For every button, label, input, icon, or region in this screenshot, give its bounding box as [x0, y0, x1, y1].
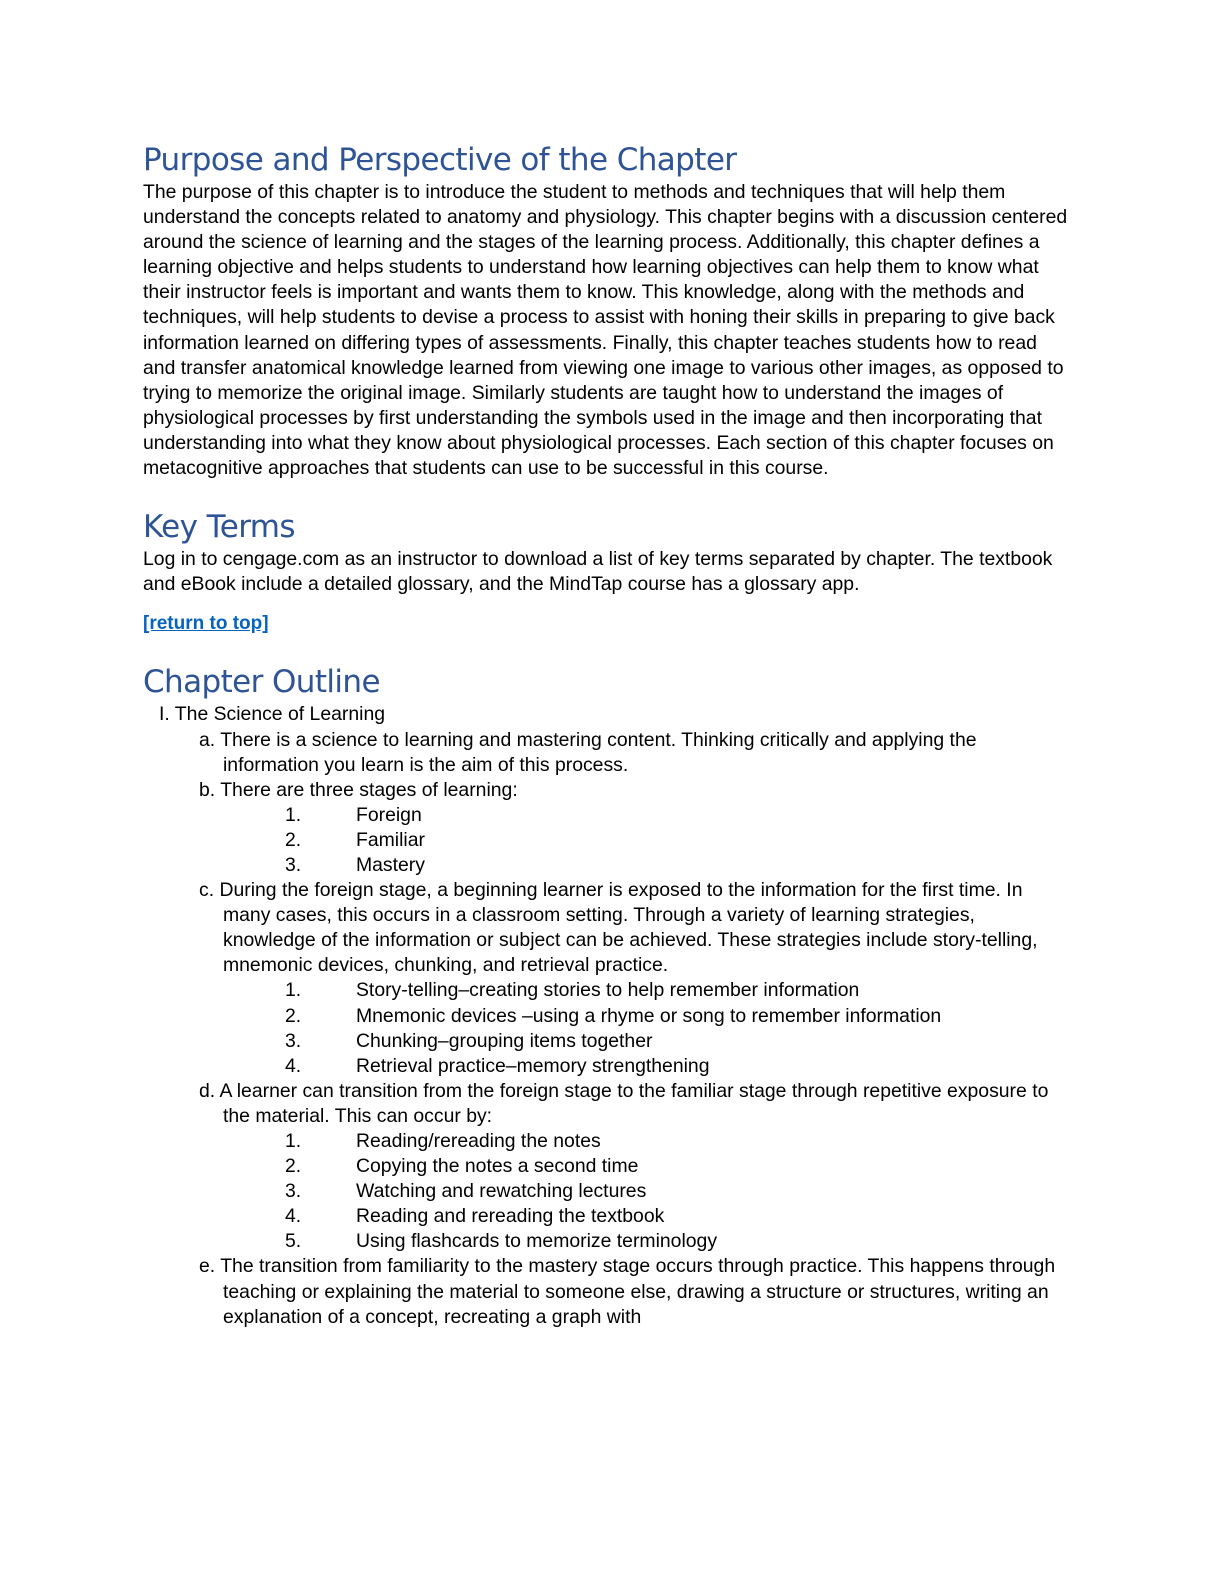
chapter-outline-heading: Chapter Outline: [143, 664, 380, 701]
list-number: 1.: [285, 979, 302, 1002]
list-text: Retrieval practice–memory strengthening: [356, 1054, 710, 1077]
purpose-heading: Purpose and Perspective of the Chapter: [143, 142, 737, 178]
list-item: [143, 1179, 1073, 1204]
list-text: Familiar: [356, 828, 425, 851]
list-item: [143, 1204, 1073, 1229]
outline-section-i: I. The Science of Learning: [159, 703, 386, 726]
list-number: 1.: [285, 803, 302, 826]
list-text: Reading and rereading the textbook: [356, 1205, 665, 1228]
document-page: [143, 140, 1073, 1330]
list-item: [143, 1029, 1073, 1054]
list-item: [143, 978, 1073, 1003]
list-number: 4.: [285, 1205, 302, 1228]
list-text: Mastery: [356, 853, 425, 876]
list-item: [143, 853, 1073, 878]
list-number: 2.: [285, 1004, 302, 1027]
list-text: Copying the notes a second time: [356, 1155, 639, 1178]
outline-item-d: d. A learner can transition from the foreign stage to the familiar stage through repetitive exposure to the material. This can occur by:: [199, 1079, 1049, 1127]
key-terms-heading: Key Terms: [143, 509, 295, 546]
list-item: [143, 1229, 1073, 1254]
list-text: Story-telling–creating stories to help remember information: [356, 979, 860, 1002]
outline-item-a: a. There is a science to learning and mastering content. Thinking critically and applying the information you learn is the aim of this process.: [199, 728, 977, 776]
outline-item-e: e. The transition from familiarity to the mastery stage occurs through practice. This happens through teaching or explaining the material to someone else, drawing a structure or structures, writing an explanation of a concept, recreating a graph with: [199, 1255, 1056, 1328]
strategies-list: [143, 978, 1073, 1078]
list-text: Watching and rewatching lectures: [356, 1180, 647, 1203]
list-item: [143, 1004, 1073, 1029]
list-text: Foreign: [356, 803, 422, 826]
list-item: [143, 803, 1073, 828]
spacer: [143, 636, 1073, 662]
return-to-top-link[interactable]: [return to top]: [143, 613, 269, 635]
list-item: [143, 1129, 1073, 1154]
list-number: 3.: [285, 853, 302, 876]
spacer: [143, 481, 1073, 507]
stages-list: [143, 803, 1073, 878]
list-item: [143, 1054, 1073, 1079]
outline-item-b: b. There are three stages of learning:: [199, 778, 518, 801]
list-number: 3.: [285, 1180, 302, 1203]
list-number: 2.: [285, 828, 302, 851]
purpose-paragraph: The purpose of this chapter is to introduce the student to methods and techniques that will help them understand the concepts related to anatomy and physiology. This chapter begins with a discussion centered around the science of learning and the stages of the learning process. Additionally, this chapter defines a learning objective and helps students to understand how learning objectives can help them to know what their instructor feels is important and wants them to know. This knowledge, along with the methods and techniques, will help students to devise a process to assist with honing their skills in preparing to give back information learned on differing types of assessments. Finally, this chapter teaches students how to read and transfer anatomical knowledge learned from viewing one image to various other images, as opposed to trying to memorize the original image. Similarly students are taught how to understand the images of physiological processes by first understanding the symbols used in the image and then incorporating that understanding into what they know about physiological processes. Each section of this chapter focuses on metacognitive approaches that students can use to be successful in this course.: [143, 181, 1068, 480]
key-terms-paragraph: Log in to cengage.com as an instructor to download a list of key terms separated by chapter. The textbook and eBook include a detailed glossary, and the MindTap course has a glossary app.: [143, 548, 1053, 596]
chapter-outline: [143, 702, 1073, 1329]
list-text: Mnemonic devices –using a rhyme or song to remember information: [356, 1004, 942, 1027]
list-text: Chunking–grouping items together: [356, 1029, 653, 1052]
outline-item-c: c. During the foreign stage, a beginning learner is exposed to the information for the first time. In many cases, this occurs in a classroom setting. Through a variety of learning strategies, knowledge of the information or subject can be achieved. These strategies include story-telling, mnemonic devices, chunking, and retrieval practice.: [199, 879, 1038, 977]
list-number: 1.: [285, 1130, 302, 1152]
list-number: 3.: [285, 1029, 302, 1052]
list-text: Reading/rereading the notes: [356, 1130, 601, 1152]
list-item: [143, 828, 1073, 853]
list-number: 4.: [285, 1054, 302, 1077]
list-number: 5.: [285, 1230, 302, 1253]
list-item: [143, 1154, 1073, 1179]
repetition-list: [143, 1129, 1073, 1254]
list-number: 2.: [285, 1155, 302, 1178]
return-link-paragraph: [143, 611, 1073, 636]
list-text: Using flashcards to memorize terminology: [356, 1230, 718, 1253]
